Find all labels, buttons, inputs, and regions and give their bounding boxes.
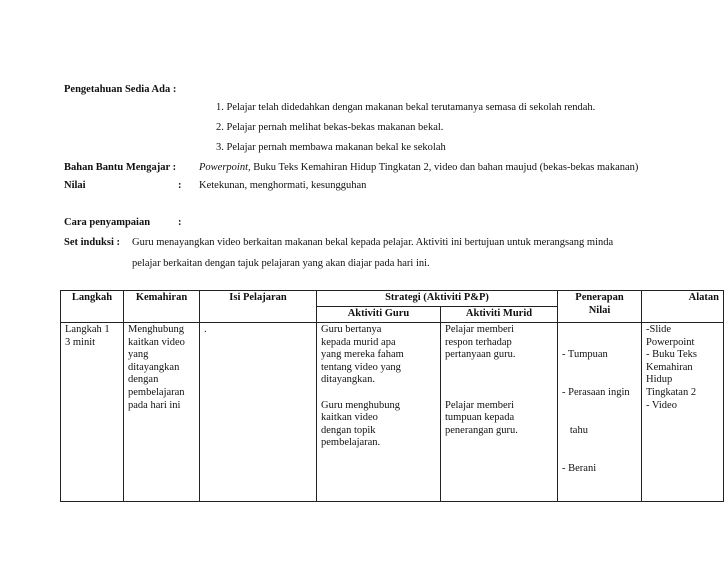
cell-alatan-line: Tingkatan 2 xyxy=(646,386,697,398)
cell-alatan-line: Kemahiran xyxy=(646,361,693,373)
cell-guru-line: kaitkan video xyxy=(321,412,378,424)
pengetahuan-item-1: 1. Pelajar telah didedahkan dengan makanan bekal terutamanya semasa di sekolah rendah. xyxy=(216,102,596,113)
cell-kemahiran-line: yang xyxy=(128,349,149,361)
cell-nilai-line: tahu xyxy=(562,424,588,436)
cell-penerapan-nilai xyxy=(558,323,642,502)
cell-kemahiran-line: dengan xyxy=(128,374,159,386)
header-isi: Isi Pelajaran xyxy=(200,291,317,323)
cell-kemahiran-line: kaitkan video xyxy=(128,336,185,348)
cell-langkah-line: 3 minit xyxy=(65,336,96,348)
cell-kemahiran xyxy=(124,323,200,502)
cell-nilai-line: - Tumpuan xyxy=(562,349,608,361)
set-induksi-line1: Guru menayangkan video berkaitan makanan bekal kepada pelajar. Aktiviti ini bertujuan untuk merangsang minda xyxy=(132,237,614,248)
cell-aktiviti-murid xyxy=(441,323,558,502)
cell-murid-line: respon terhadap xyxy=(445,336,512,348)
cell-kemahiran-line: pembelajaran xyxy=(128,386,185,398)
cell-guru-line: yang mereka faham xyxy=(321,349,404,361)
header-aktiviti-murid: Aktiviti Murid xyxy=(441,307,558,323)
cell-alatan-line: Powerpoint xyxy=(646,336,695,348)
header-penerapan xyxy=(558,291,642,323)
cell-kemahiran-line: ditayangkan xyxy=(128,361,180,373)
cell-guru-line: Guru menghubung xyxy=(321,399,401,411)
bahan-value xyxy=(199,162,638,173)
header-aktiviti-guru: Aktiviti Guru xyxy=(317,307,441,323)
cell-gap xyxy=(445,362,553,375)
cell-guru-line: kepada murid apa xyxy=(321,336,396,348)
cell-aktiviti-guru xyxy=(317,323,441,502)
cell-murid-line: Pelajar memberi xyxy=(445,399,515,411)
pengetahuan-item-2: 2. Pelajar pernah melihat bekas-bekas makanan bekal. xyxy=(216,122,444,133)
pengetahuan-item-3: 3. Pelajar pernah membawa makanan bekal ke sekolah xyxy=(216,142,446,153)
bahan-label: Bahan Bantu Mengajar : xyxy=(64,162,177,173)
cell-guru-line: Guru bertanya xyxy=(321,324,382,335)
cell-langkah-line: Langkah 1 xyxy=(65,324,110,335)
cell-gap xyxy=(321,387,436,400)
header-strategi: Strategi (Aktiviti P&P) xyxy=(317,291,558,307)
bahan-value-rest: Buku Teks Kemahiran Hidup Tingkatan 2, video dan bahan maujud (bekas-bekas makanan) xyxy=(250,162,639,173)
cell-murid-line: pertanyaan guru. xyxy=(445,349,516,361)
header-penerapan-line1: Penerapan xyxy=(575,292,624,303)
cell-langkah xyxy=(61,323,124,502)
cell-kemahiran-line: Menghubung xyxy=(128,324,184,335)
cell-gap xyxy=(445,374,553,387)
table-row xyxy=(61,323,724,502)
set-induksi-label: Set induksi : xyxy=(64,237,121,248)
pengetahuan-label: Pengetahuan Sedia Ada : xyxy=(64,84,177,95)
cell-guru-line: ditayangkan. xyxy=(321,374,375,386)
cell-nilai-line: - Perasaan ingin xyxy=(562,386,630,398)
cell-kemahiran-line: pada hari ini xyxy=(128,399,181,411)
cell-alatan-line: - Video xyxy=(646,399,677,411)
header-kemahiran: Kemahiran xyxy=(124,291,200,323)
cell-murid-line: Pelajar memberi xyxy=(445,324,515,335)
cara-colon: : xyxy=(178,217,182,228)
header-penerapan-line2: Nilai xyxy=(588,304,611,316)
nilai-label: Nilai xyxy=(64,180,86,191)
cell-guru-line: tentang video yang xyxy=(321,361,401,373)
nilai-value: Ketekunan, menghormati, kesungguhan xyxy=(199,180,367,191)
cara-label: Cara penyampaian xyxy=(64,217,151,228)
cell-murid-line: penerangan guru. xyxy=(445,424,518,436)
cell-alatan xyxy=(642,323,724,502)
header-langkah: Langkah xyxy=(61,291,124,323)
cell-guru-line: pembelajaran. xyxy=(321,437,381,449)
nilai-colon: : xyxy=(178,180,182,191)
header-alatan: Alatan xyxy=(642,291,724,323)
cell-murid-line: tumpuan kepada xyxy=(445,412,515,424)
cell-alatan-line: -Slide xyxy=(646,324,672,335)
cell-isi: . xyxy=(200,323,317,502)
lesson-table xyxy=(60,290,724,502)
cell-gap xyxy=(445,387,553,400)
bahan-value-italic: Powerpoint, xyxy=(199,162,251,173)
set-induksi-line2: pelajar berkaitan dengan tajuk pelajaran yang akan diajar pada hari ini. xyxy=(132,258,430,269)
cell-guru-line: dengan topik xyxy=(321,424,376,436)
cell-alatan-line: Hidup xyxy=(646,374,673,386)
cell-alatan-line: - Buku Teks xyxy=(646,349,697,361)
cell-nilai-line: - Berani xyxy=(562,462,597,474)
